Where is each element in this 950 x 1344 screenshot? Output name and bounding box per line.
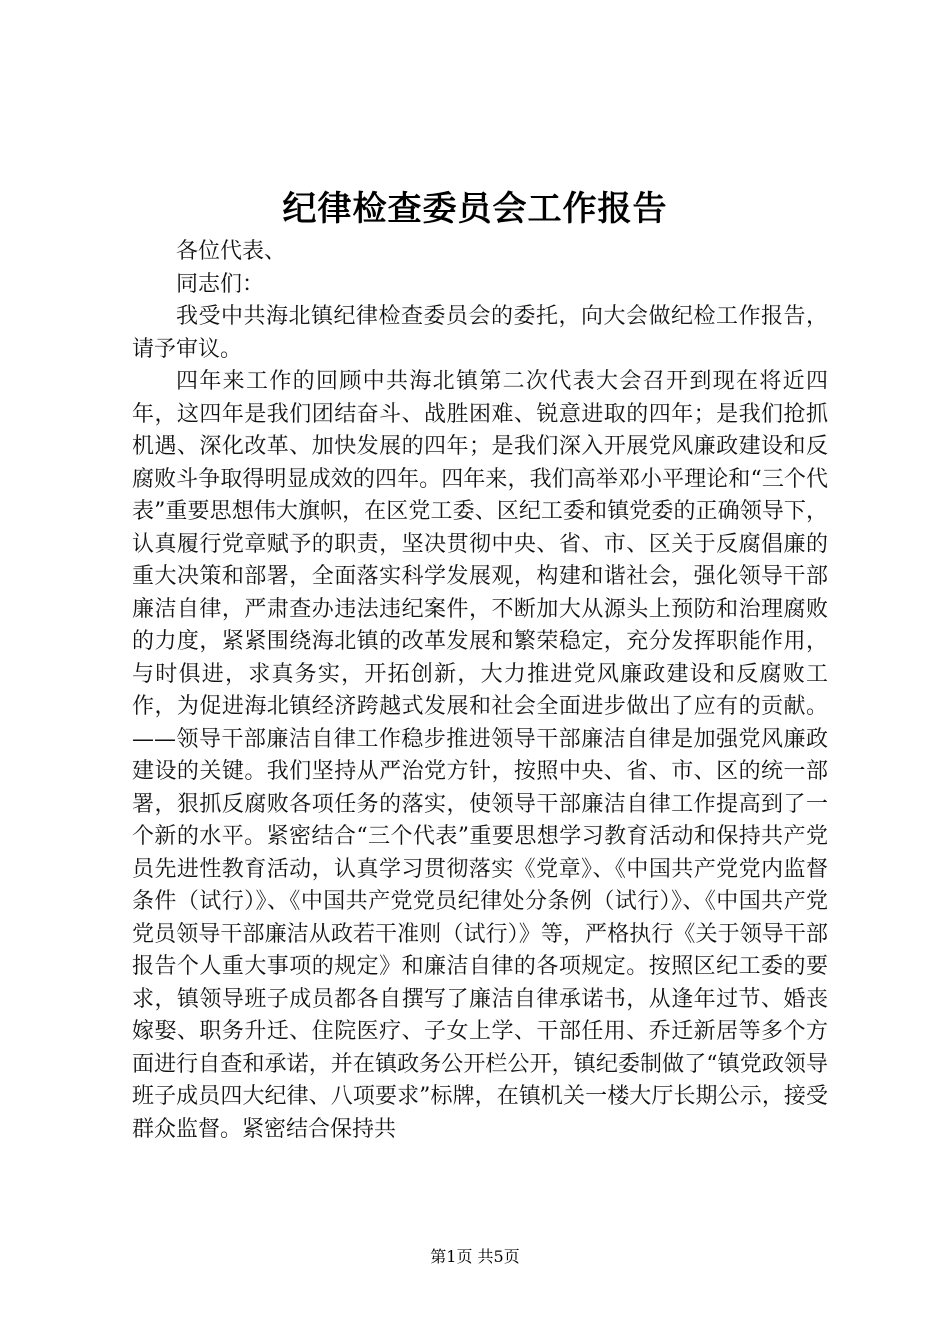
salutation-line-2: 同志们： bbox=[176, 271, 265, 297]
document-title: 纪律检查委员会工作报告 bbox=[282, 189, 668, 229]
review-paragraph: 四年来工作的回顾中共海北镇第二次代表大会召开到现在将近四年，这四年是我们团结奋斗、战胜困难、锐意进取的四年；是我们抢抓机遇、深化改革、加快发展的四年；是我们深入开展党风廉政建设和反腐败斗争取得明显成效的四年。四年来，我们高举邓小平理论和“三个代表”重要思想伟大旗帜，在区党工委、区纪工委和镇党委的正确领导下，认真履行党章赋予的职责，坚决贯彻中央、省、市、区关于反腐倡廉的重大决策和部署，全面落实科学发展观，构建和谐社会，强化领导干部廉洁自律，严肃查办违法违纪案件，不断加大从源头上预防和治理腐败的力度，紧紧围绕海北镇的改革发展和繁荣稳定，充分发挥职能作用，与时俱进，求真务实，开拓创新，大力推进党风廉政建设和反腐败工作，为促进海北镇经济跨越式发展和社会全面进步做出了应有的贡献。——领导干部廉洁自律工作稳步推进领导干部廉洁自律是加强党风廉政建设的关键。我们坚持从严治党方针，按照中央、省、市、区的统一部署，狠抓反腐败各项任务的落实，使领导干部廉洁自律工作提高到了一个新的水平。紧密结合“三个代表”重要思想学习教育活动和保持共产党员先进性教育活动，认真学习贯彻落实《党章》、《中国共产党党内监督条件（试行）》、《中国共产党党员纪律处分条例（试行）》、《中国共产党党员领导干部廉洁从政若干准则（试行）》等，严格执行《关于领导干部报告个人重大事项的规定》和廉洁自律的各项规定。按照区纪工委的要求，镇领导班子成员都各自撰写了廉洁自律承诺书，从逢年过节、婚丧嫁娶、职务升迁、住院医疗、子女上学、干部任用、乔迁新居等多个方面进行自查和承诺，并在镇政务公开栏公开，镇纪委制做了“镇党政领导班子成员四大纪律、八项要求”标牌，在镇机关一楼大厅长期公示，接受群众监督。紧密结合保持共 bbox=[132, 369, 828, 1142]
page-number-footer: 第1页 共5页 bbox=[430, 1247, 520, 1266]
document-body bbox=[132, 236, 828, 1146]
salutation-line-1: 各位代表、 bbox=[176, 239, 287, 264]
intro-paragraph: 我受中共海北镇纪律检查委员会的委托，向大会做纪检工作报告，请予审议。 bbox=[132, 304, 828, 362]
